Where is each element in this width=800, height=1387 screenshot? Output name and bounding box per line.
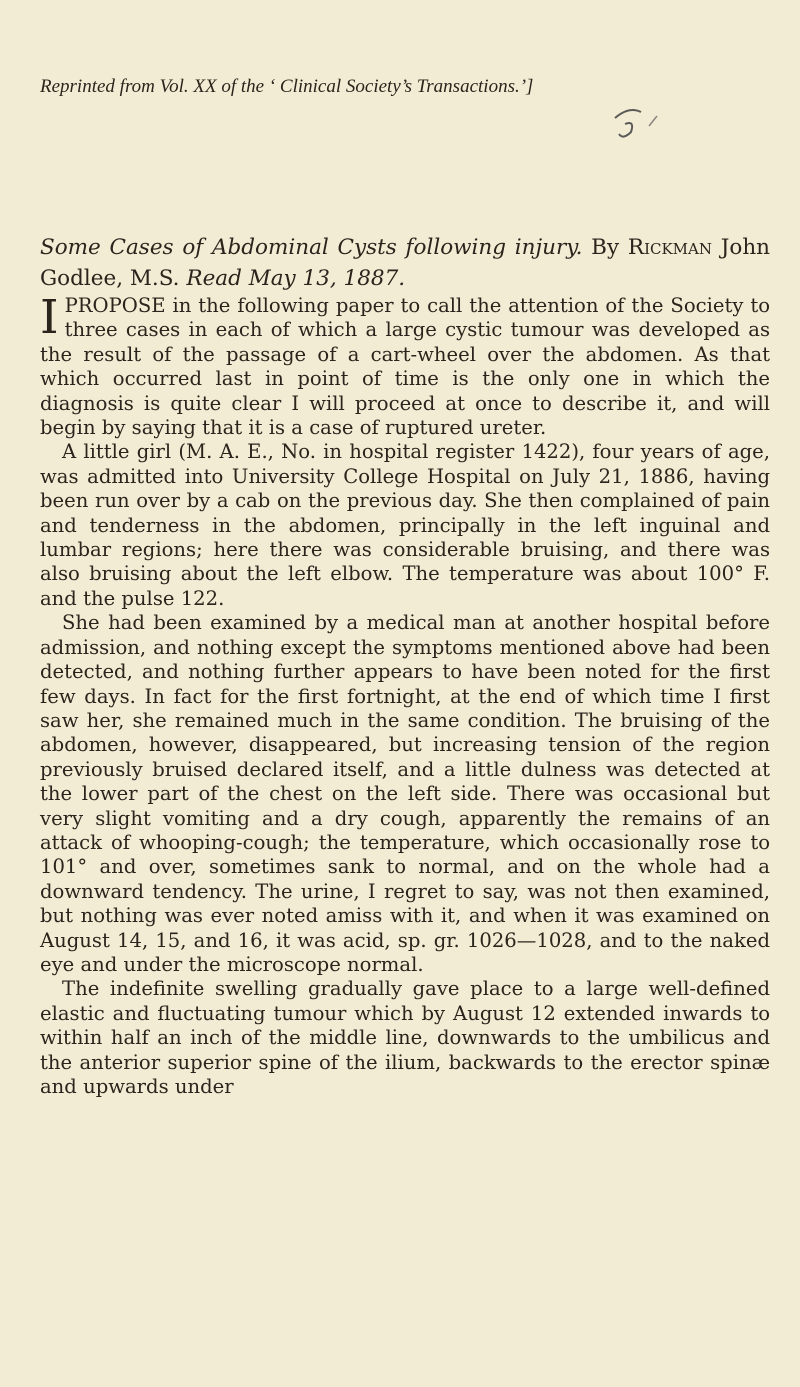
article-title <box>40 232 770 294</box>
handwritten-page-mark <box>605 90 665 150</box>
drop-cap: I <box>40 290 59 345</box>
paragraph: The indefinite swelling gradually gave place to a large well-defined elastic and fluctuating tumour which by August 12 extended inwards to within half an inch of the middle line, downwards to the umbilicus and the anterior superior spine of the ilium, backwards to the erector spinæ and upwards under <box>40 977 770 1098</box>
author-name: John Godlee, M.S. <box>40 235 771 291</box>
reprint-note: Reprinted from Vol. XX of the ‘ Clinical Society’s Transactions.’] <box>40 76 534 97</box>
paragraph: A little girl (M. A. E., No. in hospital register 1422), four years of age, was admitted into University College Hospital on July 21, 1886, having been run over by a cab on the previous day. She then complained of pain and tenderness in the abdomen, principally in the left inguinal and lumbar regions; here there was considerable bruising, and there was also bruising about the left elbow. The temperature was about 100° F. and the pulse 122. <box>40 440 770 610</box>
title-by: By <box>591 235 620 260</box>
paragraph <box>40 290 770 440</box>
paragraph-text: PROPOSE in the following paper to call the attention of the Society to three cases in each of which a large cystic tumour was developed as the result of the passage of a cart-wheel over the abdomen. As that which occurred last in point of time is the only one in which the diagnosis is quite clear I will proceed at once to describe it, and will begin by saying that it is a case of ruptured ureter. <box>40 294 770 440</box>
author-first-name: Rickman <box>627 235 712 260</box>
read-date: Read May 13, 1887. <box>186 266 406 291</box>
article-body <box>40 290 770 1099</box>
paragraph: She had been examined by a medical man at another hospital before admission, and nothing except the symptoms mentioned above had been detected, and nothing further appears to have been noted for the first few days. In fact for the first fortnight, at the end of which time I first saw her, she remained much in the same condition. The bruising of the abdomen, however, disappeared, but increasing tension of the region previously bruised declared itself, and a little dulness was detected at the lower part of the chest on the left side. There was occasional but very slight vomiting and a dry cough, apparently the remains of an attack of whooping-cough; the temperature, which occasionally rose to 101° and over, sometimes sank to normal, and on the whole had a downward tendency. The urine, I regret to say, was not then examined, but nothing was ever noted amiss with it, and when it was examined on August 14, 15, and 16, it was acid, sp. gr. 1026—1028, and to the naked eye and under the microscope normal. <box>40 611 770 976</box>
title-text: Some Cases of Abdominal Cysts following injury. <box>40 235 583 260</box>
